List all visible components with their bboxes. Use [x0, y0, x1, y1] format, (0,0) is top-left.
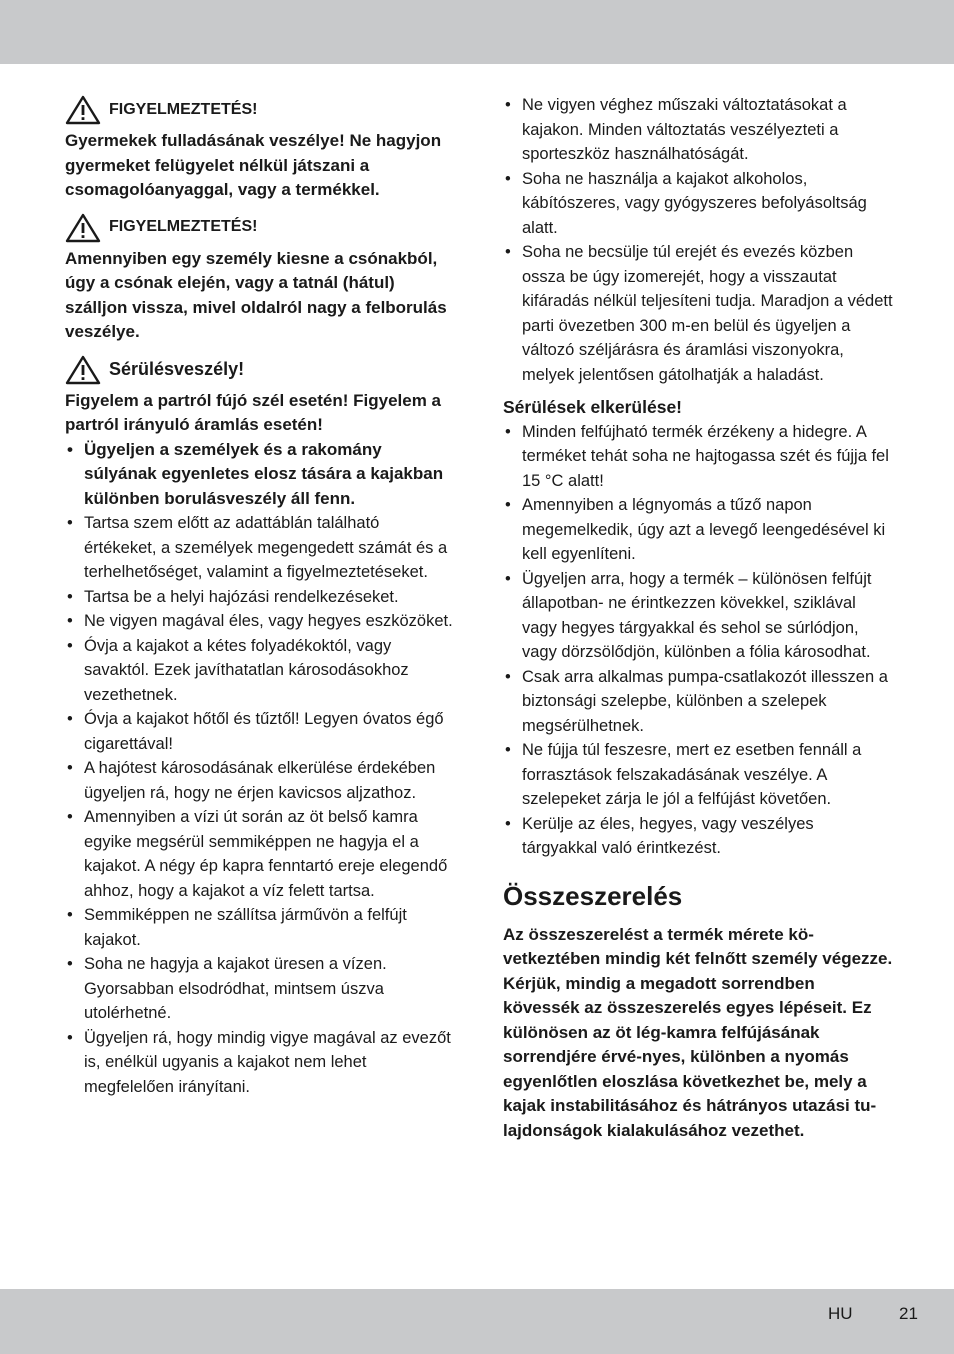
- page-number: 21: [899, 1304, 918, 1323]
- list-item: • Óvja a kajakot hőtől és tűztől! Legyen óvatos égő cigarettával!: [65, 707, 453, 756]
- list-item: • Kerülje az éles, hegyes, vagy veszélyes tárgyakkal való érintkezést.: [503, 812, 893, 861]
- warning-heading-3: [65, 355, 453, 385]
- warning-text-2: Amennyiben egy személy kiesne a csónakból, úgy a csónak elején, vagy a tatnál (hátul) szálljon vissza, mivel oldalról nagy a felborulás veszélye.: [65, 248, 447, 341]
- safety-list-right: [503, 93, 893, 387]
- list-item: • Ne fújja túl feszesre, mert ez esetben fennáll a forrasztások felszakadásának veszélye. A szelepeket zárja le jól a felfújást követően.: [503, 738, 893, 812]
- language-code: HU: [828, 1304, 853, 1323]
- assembly-heading: Összeszerelés: [503, 880, 683, 911]
- header-band: [0, 0, 954, 64]
- list-item: • Soha ne becsülje túl erejét és evezés közben ossza be úgy izomerejét, hogy a visszautat kifáradás nélkül teljesíteni tudja. Maradjon a védett parti övezetben 300 m-en belül és ügyeljen a változó széljárásra és áramlási viszonyokra, melyek jelentősen gátolhatják a haladást.: [503, 240, 893, 387]
- warning-triangle-icon: [65, 355, 101, 385]
- list-item: • Soha ne használja a kajakot alkoholos, kábítószeres, vagy gyógyszeres befolyásoltság alatt.: [503, 167, 893, 241]
- list-item: • Amennyiben a vízi út során az öt belső kamra egyike megsérül semmiképpen ne hagyja el a kajakot. A négy ép kapra fenntartó ereje elegendő ahhoz, hogy a kajakot a víz felett tartsa.: [65, 805, 453, 903]
- warning-text-1: Gyermekek fulladásának veszélye! Ne hagyjon gyermeket felügyelet nélkül játszani a csomagolóanyaggal, vagy a termékkel.: [65, 131, 442, 199]
- list-item: • Soha ne hagyja a kajakot üresen a vízen. Gyorsabban elsodródhat, mintsem úszva utolérhetné.: [65, 952, 453, 1026]
- list-item: • Ügyeljen arra, hogy a termék – különösen felfújt állapotban- ne érintkezzen kövekkel, sziklával vagy hegyes tárgyakkal és sehol se súrlódjon, vagy dörzsölődjön, különben a fólia károsodhat.: [503, 567, 893, 665]
- footer-band: [0, 1289, 954, 1354]
- list-item: • Óvja a kajakot a kétes folyadékoktól, vagy savaktól. Ezek javíthatatlan károsodásokhoz vezethetnek.: [65, 634, 453, 708]
- list-item: • Minden felfújható termék érzékeny a hidegre. A terméket tehát soha ne hajtogassa szét és fújja fel 15 °C alatt!: [503, 420, 893, 494]
- warning-text-3: Figyelem a partról fújó szél esetén! Figyelem a partról irányuló áramlás esetén!: [65, 390, 442, 434]
- list-item: • Semmiképpen ne szállítsa járművön a felfújt kajakot.: [65, 903, 453, 952]
- assembly-text: Az összeszerelést a termék mérete kö-vetkeztében mindig két felnőtt személy végezze. Kérjük, mindig a megadott sorrendben kövessék az összeszerelés egyes lépéseit. Ez különösen az öt lég-kamra felfújásának sorrendjére érvé-nyes, különben a nyomás egyenlőtlen eloszlása következhet be, mely a kajak instabilitásához és hátrányos utazási tu-lajdonságok kialakulásához vezethet.: [503, 924, 893, 1140]
- list-item: • Amennyiben a légnyomás a tűző napon megemelkedik, úgy azt a levegő leengedésével ki kell egyenlíteni.: [503, 493, 893, 567]
- warning-title-1: FIGYELMEZTETÉS!: [109, 100, 258, 118]
- list-item: • Ügyeljen a személyek és a rakomány súlyának egyenletes elosz tására a kajakban különben borulásveszély áll fenn.: [65, 438, 453, 512]
- list-item: • A hajótest károsodásának elkerülése érdekében ügyeljen rá, hogy ne érjen kavicsos aljzathoz.: [65, 756, 453, 805]
- list-item: • Tartsa be a helyi hajózási rendelkezéseket.: [65, 585, 453, 610]
- injury-prevention-list: [503, 420, 893, 861]
- warning-title-2: FIGYELMEZTETÉS!: [109, 218, 258, 236]
- injury-prevention-heading: Sérülések elkerülése!: [503, 397, 683, 417]
- right-column: [503, 93, 893, 1143]
- safety-list-left: [65, 438, 453, 1100]
- warning-heading-1: [65, 95, 453, 125]
- list-item: • Ügyeljen rá, hogy mindig vigye magával az evezőt is, enélkül ugyanis a kajakot nem lehet megfelelően irányítani.: [65, 1026, 453, 1100]
- list-item: • Ne vigyen magával éles, vagy hegyes eszközöket.: [65, 609, 453, 634]
- warning-title-3: Sérülésveszély!: [109, 359, 245, 380]
- warning-triangle-icon: [65, 95, 101, 125]
- list-item: • Ne vigyen véghez műszaki változtatásokat a kajakon. Minden változtatás veszélyezteti a sporteszköz használhatóságát.: [503, 93, 893, 167]
- warning-triangle-icon: [65, 213, 101, 243]
- left-column: [65, 95, 453, 1099]
- list-item: • Tartsa szem előtt az adattáblán található értékeket, a személyek megengedett számát és a terhelhetőséget, valamint a figyelmeztetéseket.: [65, 511, 453, 585]
- list-item: • Csak arra alkalmas pumpa-csatlakozót illesszen a biztonsági szelepbe, különben a szelepek megsérülhetnek.: [503, 665, 893, 739]
- warning-heading-2: [65, 213, 453, 243]
